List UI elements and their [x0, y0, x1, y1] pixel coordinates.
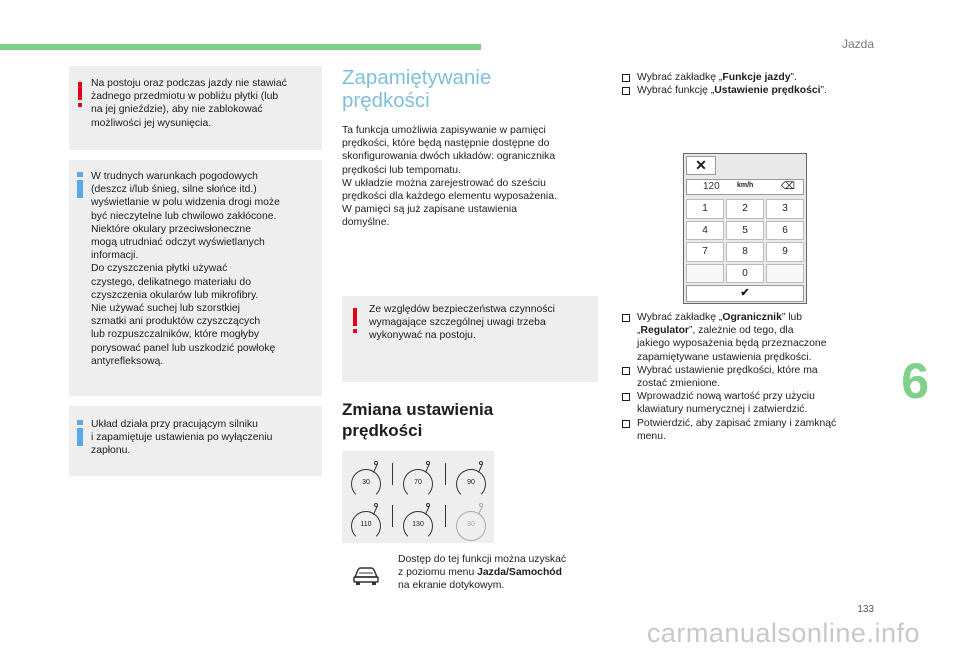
steps-list-2: [621, 311, 871, 443]
key-blank: [766, 264, 804, 284]
numeric-keypad: [686, 199, 804, 283]
page-number: 133: [857, 604, 874, 615]
step-item: Wybrać zakładkę „Ogranicznik” lub „Regulator”, zależnie od tego, dla jakiego wyposażenia będą przeznaczone zapamiętywane ustawienia prędkości.: [621, 311, 871, 364]
warning-text-2: Ze względów bezpieczeństwa czynności wymagające szczególnej uwagi trzeba wykonywać na postoju.: [369, 304, 555, 342]
menu-path: Jazda/Samochód: [477, 567, 563, 579]
warning-icon: [78, 82, 82, 100]
warning-box-2: [342, 296, 598, 382]
info-box-1: [69, 160, 322, 396]
warning-text-1: Na postoju oraz podczas jazdy nie stawiać żadnego przedmiotu w pobliżu płytki (lub na jej gnieździe), aby nie zablokować możliwości jej wysunięcia.: [91, 78, 287, 129]
divider: [445, 505, 446, 527]
key-blank: [686, 264, 724, 284]
divider: [392, 505, 393, 527]
key-3[interactable]: 3: [766, 199, 804, 219]
speed-gauge-icon: 90: [456, 469, 486, 495]
key-6[interactable]: 6: [766, 221, 804, 241]
speed-gauge-icon: 130: [403, 511, 433, 537]
speed-value-field[interactable]: [686, 179, 804, 195]
watermark: carmanualsonline.info: [646, 618, 920, 648]
key-1[interactable]: 1: [686, 199, 724, 219]
key-8[interactable]: 8: [726, 242, 764, 262]
section-title: Jazda: [841, 37, 874, 51]
speed-value: 120: [703, 181, 720, 192]
speed-gauge-icon: 70: [403, 469, 433, 495]
info-icon: [77, 172, 83, 198]
step-item: Wybrać zakładkę „Funkcje jazdy”.: [621, 71, 871, 84]
speed-unit: km/h: [737, 182, 754, 189]
key-2[interactable]: 2: [726, 199, 764, 219]
key-5[interactable]: 5: [726, 221, 764, 241]
car-icon: [352, 565, 380, 587]
close-icon[interactable]: ✕: [686, 156, 716, 175]
info-text-1: W trudnych warunkach pogodowych (deszcz i/lub śnieg, silne słońce itd.) wyświetlanie w polu widzenia drogi może być nieczytelne lub chwilowo zakłócone. Niektóre okulary przeciwsłoneczne mogą utrudniać odczyt wyświetlanych informacji. Do czyszczenia płytki używać czystego, delikatnego materiału do czyszczenia okularów lub mikrofibry. Nie używać suchej lub szorstkiej szmatki ani produktów czyszczących lub rozpuszczalników, które mogłyby porysować panel lub uszkodzić powłokę antyrefleksową.: [91, 171, 280, 367]
touchscreen-speed-setting: [683, 153, 807, 304]
speed-memory-icons: [342, 451, 494, 543]
backspace-icon[interactable]: ⌫: [780, 181, 795, 192]
warning-box-1: [69, 66, 322, 150]
step-item: Wprowadzić nową wartość przy użyciu klawiatury numerycznej i zatwierdzić.: [621, 390, 871, 416]
info-text-2: Układ działa przy pracującym silniku i zapamiętuje ustawienia po wyłączeniu zapłonu.: [91, 419, 273, 457]
speed-gauge-icon: 30: [456, 511, 486, 537]
key-7[interactable]: 7: [686, 242, 724, 262]
step-item: Wybrać funkcję „Ustawienie prędkości”.: [621, 84, 871, 97]
info-icon: [77, 420, 83, 446]
key-0[interactable]: 0: [726, 264, 764, 284]
divider: [392, 463, 393, 485]
confirm-check-icon[interactable]: ✔: [686, 285, 804, 302]
divider: [445, 463, 446, 485]
subsection-title: Zmiana ustawienia prędkości: [342, 400, 494, 440]
step-item: Potwierdzić, aby zapisać zmiany i zamknąć menu.: [621, 417, 871, 443]
warning-icon: [353, 308, 357, 326]
key-9[interactable]: 9: [766, 242, 804, 262]
header-accent-bar: [0, 44, 481, 50]
info-box-2: [69, 406, 322, 476]
speed-gauge-icon: 110: [351, 511, 381, 537]
page-title: Zapamiętywanie prędkości: [342, 66, 492, 112]
steps-list-1: [621, 71, 871, 97]
intro-text: Ta funkcja umożliwia zapisywanie w pamięci prędkości, które będą następnie dostępne do skonfigurowania dwóch układów: ogranicznika prędkości lub tempomatu. W układzie można zarejestrować do sześciu prędkości dla każdego elementu wyposażenia. W pamięci są już zapisane ustawienia domyślne.: [342, 125, 557, 229]
step-item: Wybrać ustawienie prędkości, które ma zostać zmienione.: [621, 364, 871, 390]
speed-gauge-icon: 30: [351, 469, 381, 495]
access-text: Dostęp do tej funkcji można uzyskać z poziomu menu Jazda/Samochód na ekranie dotykowym.: [398, 554, 567, 592]
key-4[interactable]: 4: [686, 221, 724, 241]
chapter-number: 6: [901, 353, 929, 409]
